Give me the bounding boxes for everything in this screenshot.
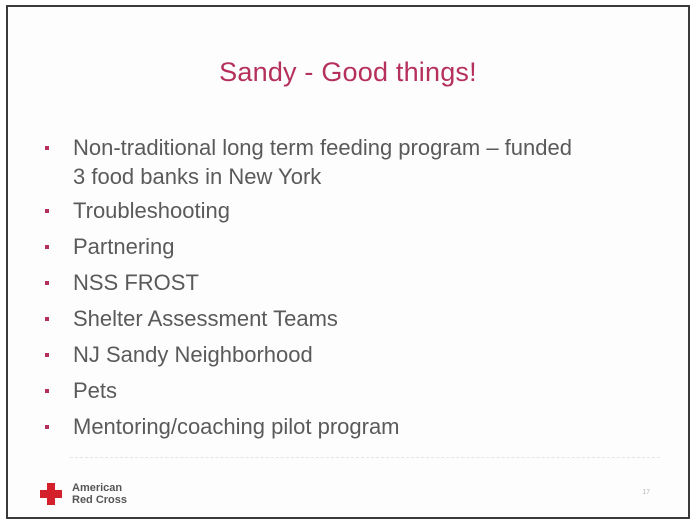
bullet-text: NJ Sandy Neighborhood xyxy=(73,342,313,367)
bullet-item xyxy=(42,340,652,369)
bullet-item xyxy=(42,376,652,405)
logo-text xyxy=(72,482,127,506)
bullet-item xyxy=(42,412,652,441)
bullet-text: Mentoring/coaching pilot program xyxy=(73,414,400,439)
bullet-marker-icon xyxy=(45,209,49,213)
bullet-text: Shelter Assessment Teams xyxy=(73,306,338,331)
red-cross-icon xyxy=(40,483,62,505)
american-red-cross-logo xyxy=(40,479,127,509)
page-number: 17 xyxy=(642,489,650,496)
logo-line-1: American xyxy=(72,482,123,494)
logo-line-2: Red Cross xyxy=(72,494,128,506)
bullet-marker-icon xyxy=(45,353,49,357)
slide xyxy=(6,5,690,519)
bullet-text-line: 3 food banks in New York xyxy=(73,164,322,189)
bullet-marker-icon xyxy=(45,281,49,285)
bullet-item xyxy=(42,232,652,261)
bullet-marker-icon xyxy=(45,425,49,429)
footer-divider xyxy=(70,457,660,458)
bullet-marker-icon xyxy=(45,317,49,321)
bullet-marker-icon xyxy=(45,389,49,393)
bullet-text: NSS FROST xyxy=(73,270,199,295)
bullet-text: Pets xyxy=(73,378,118,403)
slide-title: Sandy - Good things! xyxy=(219,57,477,87)
bullet-text: Troubleshooting xyxy=(73,198,230,223)
bullet-item xyxy=(42,133,652,191)
bullet-list xyxy=(42,133,652,448)
bullet-item xyxy=(42,304,652,333)
bullet-item xyxy=(42,268,652,297)
bullet-text-line: Non-traditional long term feeding program – funded xyxy=(73,135,572,160)
bullet-marker-icon xyxy=(45,245,49,249)
bullet-marker-icon xyxy=(45,146,49,150)
bullet-item xyxy=(42,196,652,225)
bullet-text: Partnering xyxy=(73,234,175,259)
